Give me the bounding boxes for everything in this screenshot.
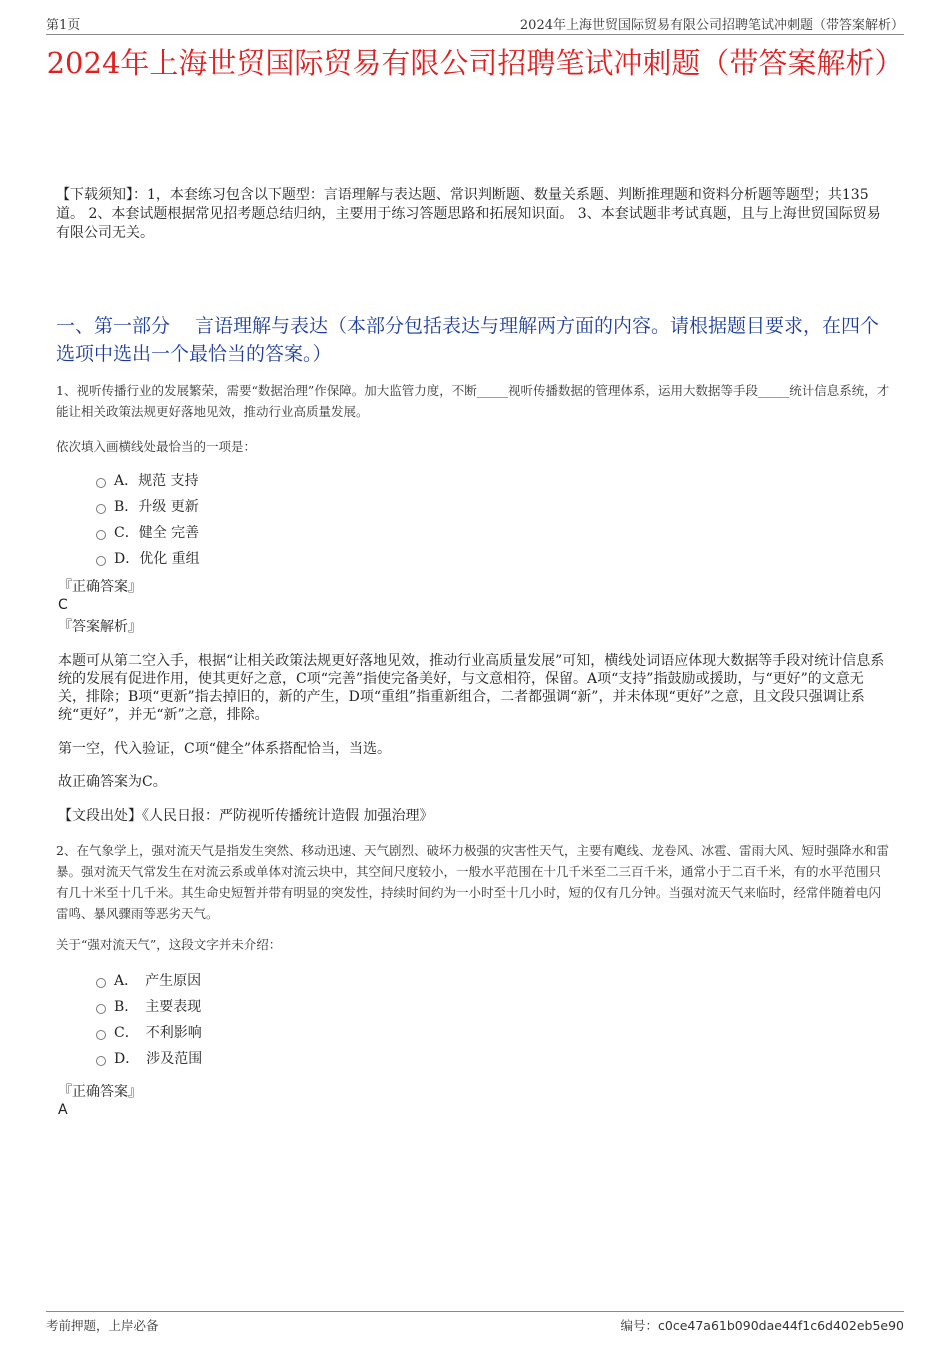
radio-icon[interactable] (96, 556, 106, 566)
document-title: 2024年上海世贸国际贸易有限公司招聘笔试冲刺题（带答案解析） (46, 46, 904, 80)
page-header (46, 12, 904, 35)
header-doc-title: 2024年上海世贸国际贸易有限公司招聘笔试冲刺题（带答案解析） (519, 18, 904, 33)
radio-icon[interactable] (96, 1004, 106, 1014)
question-1-analysis-paragraph: 第一空，代入验证，C项“健全”体系搭配恰当，当选。 (58, 741, 392, 757)
question-1-analysis-paragraph: 故正确答案为C。 (58, 774, 167, 790)
question-2-answer-label: 『正确答案』 (58, 1084, 142, 1100)
question-1-analysis-label: 『答案解析』 (58, 619, 142, 635)
section-heading: 一、第一部分 言语理解与表达（本部分包括表达与理解两方面的内容。请根据题目要求，在四个选项中选出一个最恰当的答案。） (56, 315, 880, 365)
question-1-stem: 1、视听传播行业的发展繁荣，需要“数据治理”作保障。加大监管力度，不断_____视听传播数据的管理体系，运用大数据等手段_____统计信息系统，才能让相关政策法规更好落地见效，推动行业高质量发展。 (56, 383, 890, 419)
option-label: B．升级 更新 (114, 499, 199, 515)
option-label: D． 涉及范围 (114, 1051, 203, 1067)
question-2-stem: 2、在气象学上，强对流天气是指发生突然、移动迅速、天气剧烈、破坏力极强的灾害性天气，主要有飑线、龙卷风、冰雹、雷雨大风、短时强降水和雷暴。强对流天气常发生在对流云系或单体对流云块中，其空间尺度较小，一般水平范围在十几千米至二三百千米，通常小于二百千米，有的水平范围只有几十米至十几千米。其生命史短暂并带有明显的突发性，持续时间约为一小时至十几小时，短的仅有几分钟。当强对流天气来临时，经常伴随着电闪雷鸣、暴风骤雨等恶劣天气。 (56, 843, 889, 921)
radio-icon[interactable] (96, 478, 106, 488)
option-label: D．优化 重组 (114, 551, 200, 567)
radio-icon[interactable] (96, 978, 106, 988)
question-1-answer: C (58, 597, 68, 613)
option-label: B． 主要表现 (114, 999, 202, 1015)
option-label: A． 产生原因 (114, 973, 202, 989)
option-label: C． 不利影响 (114, 1025, 202, 1041)
download-notice: 【下载须知】：1，本套练习包含以下题型：言语理解与表达题、常识判断题、数量关系题、判断推理题和资料分析题等题型；共135道。 2、本套试题根据常见招考题总结归纳，主要用于练习答题思路和拓展知识面。 3、本套试题非考试真题，且与上海世贸国际贸易有限公司无关。 (56, 187, 881, 241)
question-1-prompt: 依次填入画横线处最恰当的一项是： (56, 439, 257, 454)
option-label: A．规范 支持 (114, 473, 199, 489)
question-2-answer: A (58, 1102, 68, 1118)
footer-code (620, 1316, 904, 1334)
question-2-prompt: 关于“强对流天气”，这段文字并未介绍： (56, 937, 282, 952)
question-1-analysis-paragraph: 本题可从第二空入手，根据“让相关政策法规更好落地见效，推动行业高质量发展”可知，横线处词语应体现大数据等手段对统计信息系统的发展有促进作用，使其更好之意，C项“完善”指使完备美好，与文意相符，保留。A项“支持”指鼓励或援助，与“更好”的文意无关，排除；B项“更新”指去掉旧的，新的产生，D项“重组”指重新组合，二者都强调“新”，并未体现“更好”之意，且文段只强调让系统“更好”，并无“新”之意，排除。 (58, 653, 885, 723)
page-footer (46, 1311, 904, 1336)
radio-icon[interactable] (96, 504, 106, 514)
option-label: C．健全 完善 (114, 525, 200, 541)
page-number: 第1页 (46, 18, 81, 33)
radio-icon[interactable] (96, 530, 106, 540)
footer-code-value: c0ce47a61b090dae44f1c6d402eb5e90 (658, 1318, 904, 1333)
question-1-answer-label: 『正确答案』 (58, 579, 142, 595)
footer-code-label: 编号： (620, 1318, 658, 1333)
footer-slogan: 考前押题，上岸必备 (46, 1318, 159, 1333)
radio-icon[interactable] (96, 1056, 106, 1066)
radio-icon[interactable] (96, 1030, 106, 1040)
question-1-source: 【文段出处】《人民日报：严防视听传播统计造假 加强治理》 (58, 808, 434, 824)
